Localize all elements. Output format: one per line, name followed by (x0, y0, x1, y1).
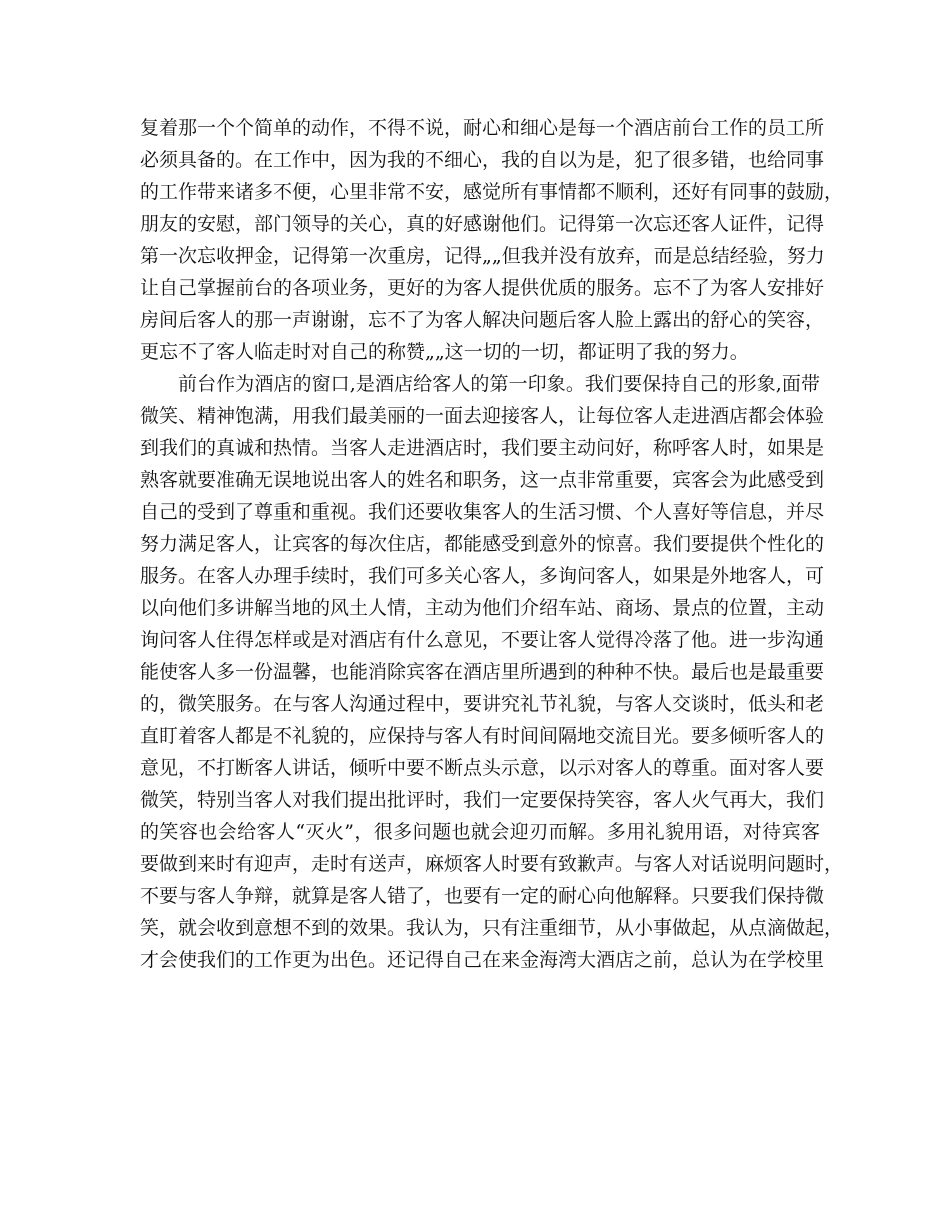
text-line: 笑，就会收到意想不到的效果。我认为，只有注重细节，从小事做起，从点滴做起， (140, 917, 844, 939)
text-line: 第一次忘收押金，记得第一次重房，记得„„但我并没有放弃，而是总结经验，努力 (140, 245, 825, 267)
text-line: 意见，不打断客人讲话，倾听中要不断点头示意，以示对客人的尊重。面对客人要 (140, 757, 825, 779)
text-line: 努力满足客人，让宾客的每次住店，都能感受到意外的惊喜。我们要提供个性化的 (140, 533, 825, 555)
text-line: 的工作带来诸多不便，心里非常不安，感觉所有事情都不顺利，还好有同事的鼓励， (140, 181, 844, 203)
text-line: 询问客人住得怎样或是对酒店有什么意见，不要让客人觉得冷落了他。进一步沟通 (140, 629, 825, 651)
text-line: 必须具备的。在工作中，因为我的不细心，我的自以为是，犯了很多错，也给同事 (140, 149, 825, 171)
text-line: 到我们的真诚和热情。当客人走进酒店时，我们要主动问好，称呼客人时，如果是 (140, 437, 825, 459)
text-line: 服务。在客人办理手续时，我们可多关心客人，多询问客人，如果是外地客人，可 (140, 565, 825, 587)
text-line: 才会使我们的工作更为出色。还记得自己在来金海湾大酒店之前，总认为在学校里 (140, 949, 825, 971)
text-line: 能使客人多一份温馨，也能消除宾客在酒店里所遇到的种种不快。最后也是最重要 (140, 661, 825, 683)
text-line: 复着那一个个简单的动作，不得不说，耐心和细心是每一个酒店前台工作的员工所 (140, 117, 825, 139)
text-line: 的笑容也会给客人“灭火”，很多问题也就会迎刃而解。多用礼貌用语，对待宾客 (140, 821, 820, 843)
text-line: 熟客就要准确无误地说出客人的姓名和职务，这一点非常重要，宾客会为此感受到 (140, 469, 825, 491)
text-line: 更忘不了客人临走时对自己的称赞„„这一切的一切，都证明了我的努力。 (140, 341, 749, 363)
text-line: 的，微笑服务。在与客人沟通过程中，要讲究礼节礼貌，与客人交谈时，低头和老 (140, 693, 825, 715)
text-line: 朋友的安慰，部门领导的关心，真的好感谢他们。记得第一次忘还客人证件，记得 (140, 213, 825, 235)
text-line: 微笑、精神饱满，用我们最美丽的一面去迎接客人，让每位客人走进酒店都会体验 (140, 405, 825, 427)
text-line: 微笑，特别当客人对我们提出批评时，我们一定要保持笑容，客人火气再大，我们 (140, 789, 825, 811)
text-line: 自己的受到了尊重和重视。我们还要收集客人的生活习惯、个人喜好等信息，并尽 (140, 501, 825, 523)
text-line: 让自己掌握前台的各项业务，更好的为客人提供优质的服务。忘不了为客人安排好 (140, 277, 825, 299)
text-line: 前台作为酒店的窗口,是酒店给客人的第一印象。我们要保持自己的形象,面带 (178, 373, 820, 395)
text-line: 要做到来时有迎声，走时有送声，麻烦客人时要有致歉声。与客人对话说明问题时， (140, 853, 844, 875)
document-body (140, 112, 844, 976)
paragraph-2 (140, 368, 844, 976)
text-line: 以向他们多讲解当地的风土人情，主动为他们介绍车站、商场、景点的位置，主动 (140, 597, 825, 619)
paragraph-1 (140, 112, 844, 368)
text-line: 不要与客人争辩，就算是客人错了，也要有一定的耐心向他解释。只要我们保持微 (140, 885, 825, 907)
text-line: 直盯着客人都是不礼貌的，应保持与客人有时间间隔地交流目光。要多倾听客人的 (140, 725, 825, 747)
text-line: 房间后客人的那一声谢谢，忘不了为客人解决问题后客人脸上露出的舒心的笑容， (140, 309, 825, 331)
